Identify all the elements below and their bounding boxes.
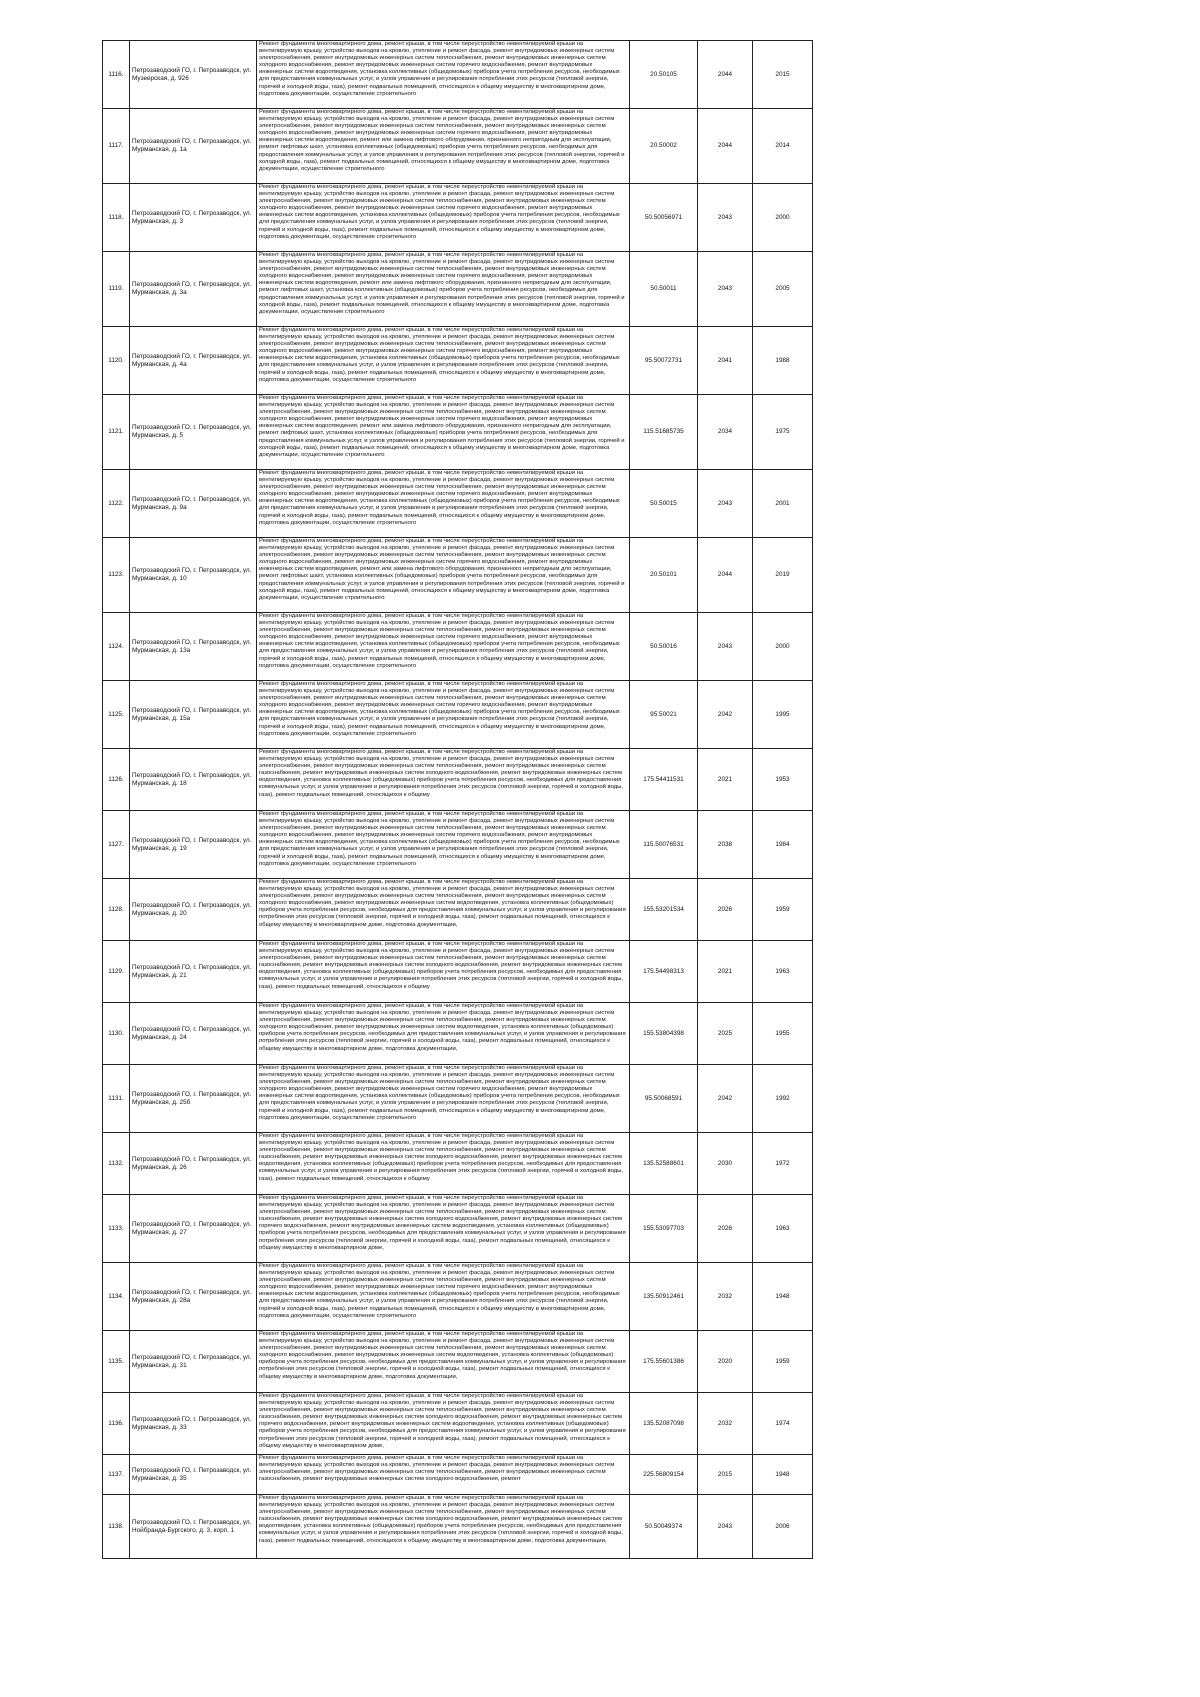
- row-number-cell: 1138.: [103, 1495, 130, 1559]
- row-number-cell: 1118.: [103, 184, 130, 252]
- build-year-cell: 2006: [753, 1495, 813, 1559]
- planned-year-cell: 2042: [698, 681, 753, 749]
- table-row: [103, 941, 813, 1003]
- works-text: Ремонт фундамента многоквартирного дома, ремонт крыши, в том числе переустройство невентилируемой крыши на вентилируемую крышу, устройство выходов на кровлю, утепление и ремонт фасада, ремонт внутридомовых инженерных систем электроснабжения, ремонт внутридомовых инженерных систем теплоснабжения, ремонт внутридомовых инженерных систем газоснабжения, ремонт внутридомовых инженерных систем холодного водоснабжения, ремонт внутридомовых инженерных систем водоотведения, установка коллективных (общедомовых) приборов учета потребления ресурсов, необходимых для предоставления коммунальных услуг, и узлов управления и регулирования потребления этих ресурсов (тепловой энергии, горячей и холодной воды, газа), ремонт подвальных помещений, относящихся к общему имуществу в многоквартирном доме, подготовка документации,: [259, 1495, 624, 1544]
- address-cell: Петрозаводский ГО, г. Петрозаводск, ул. Мурманская, д. 28а: [130, 1263, 257, 1331]
- row-number-cell: 1133.: [103, 1195, 130, 1263]
- table-row: [103, 1195, 813, 1263]
- works-list-cell: [257, 1331, 630, 1393]
- row-number-cell: 1125.: [103, 681, 130, 749]
- address-cell: Петрозаводский ГО, г. Петрозаводск, ул. Мурманская, д. 27: [130, 1195, 257, 1263]
- build-year-cell: 1963: [753, 1195, 813, 1263]
- planned-year-cell: 2043: [698, 613, 753, 681]
- row-number-cell: 1120.: [103, 327, 130, 395]
- works-list-cell: [257, 811, 630, 879]
- cost-cell: 20.50101: [630, 538, 698, 613]
- cost-cell: 155.53804398: [630, 1003, 698, 1065]
- row-number-cell: 1121.: [103, 395, 130, 470]
- address-cell: Петрозаводский ГО, г. Петрозаводск, ул. Мурманская, д. 9а: [130, 470, 257, 538]
- table-row: [103, 1065, 813, 1133]
- cost-cell: 175.54411531: [630, 749, 698, 811]
- works-list-cell: [257, 470, 630, 538]
- row-number-cell: 1129.: [103, 941, 130, 1003]
- table-row: [103, 749, 813, 811]
- address-cell: Петрозаводский ГО, г. Петрозаводск, ул. Мурманская, д. 15а: [130, 681, 257, 749]
- address-cell: Петрозаводский ГО, г. Петрозаводск, ул. Мурманская, д. 35: [130, 1455, 257, 1495]
- planned-year-cell: 2044: [698, 109, 753, 184]
- build-year-cell: 1959: [753, 1331, 813, 1393]
- row-number-cell: 1123.: [103, 538, 130, 613]
- address-cell: Петрозаводский ГО, г. Петрозаводск, ул. Мурманская, д. 21: [130, 941, 257, 1003]
- table-row: [103, 327, 813, 395]
- build-year-cell: 2000: [753, 613, 813, 681]
- address-cell: Петрозаводский ГО, г. Петрозаводск, ул. Мурманская, д. 31: [130, 1331, 257, 1393]
- row-number-cell: 1126.: [103, 749, 130, 811]
- works-list-cell: [257, 1263, 630, 1331]
- planned-year-cell: 2032: [698, 1263, 753, 1331]
- works-text: Ремонт фундамента многоквартирного дома, ремонт крыши, в том числе переустройство невентилируемой крыши на вентилируемую крышу, устройство выходов на кровлю, утепление и ремонт фасада, ремонт внутридомовых инженерных систем электроснабжения, ремонт внутридомовых инженерных систем теплоснабжения, ремонт внутридомовых инженерных систем холодного водоснабжения, ремонт внутридомовых инженерных систем горячего водоснабжения, ремонт внутридомовых инженерных систем водоотведения, установка коллективных (общедомовых) приборов учета потребления ресурсов, необходимых для предоставления коммунальных услуг, и узлов управления и регулирования потребления этих ресурсов (тепловой энергии, горячей и холодной воды, газа), ремонт подвальных помещений, относящихся к общему имуществу в многоквартирном доме, подготовка документации, осуществление строительного: [259, 613, 620, 669]
- cost-cell: 135.52588601: [630, 1133, 698, 1195]
- works-text: Ремонт фундамента многоквартирного дома, ремонт крыши, в том числе переустройство невентилируемой крыши на вентилируемую крышу, устройство выходов на кровлю, утепление и ремонт фасада, ремонт внутридомовых инженерных систем электроснабжения, ремонт внутридомовых инженерных систем теплоснабжения, ремонт внутридомовых инженерных систем холодного водоснабжения, ремонт внутридомовых инженерных систем горячего водоснабжения, ремонт внутридомовых инженерных систем водоотведения, ремонт или замена лифтового оборудования, признанного непригодным для эксплуатации, ремонт лифтовых шахт, установка коллективных (общедомовых) приборов учета потребления ресурсов, необходимых для предоставления коммунальных услуг, и узлов управления и регулирования потребления этих ресурсов (тепловой энергии, горячей и холодной воды, газа), ремонт подвальных помещений, относящихся к общему имуществу в многоквартирном доме, подготовка документации, осуществление строительного: [259, 538, 625, 601]
- works-text: Ремонт фундамента многоквартирного дома, ремонт крыши, в том числе переустройство невентилируемой крыши на вентилируемую крышу, устройство выходов на кровлю, утепление и ремонт фасада, ремонт внутридомовых инженерных систем электроснабжения, ремонт внутридомовых инженерных систем теплоснабжения, ремонт внутридомовых инженерных систем холодного водоснабжения, ремонт внутридомовых инженерных систем горячего водоснабжения, ремонт внутридомовых инженерных систем водоотведения, установка коллективных (общедомовых) приборов учета потребления ресурсов, необходимых для предоставления коммунальных услуг, и узлов управления и регулирования потребления этих ресурсов (тепловой энергии, горячей и холодной воды, газа), ремонт подвальных помещений, относящихся к общему имуществу в многоквартирном доме, подготовка документации, осуществление строительного: [259, 41, 620, 97]
- works-text: Ремонт фундамента многоквартирного дома, ремонт крыши, в том числе переустройство невентилируемой крыши на вентилируемую крышу, устройство выходов на кровлю, утепление и ремонт фасада, ремонт внутридомовых инженерных систем электроснабжения, ремонт внутридомовых инженерных систем теплоснабжения, ремонт внутридомовых инженерных систем холодного водоснабжения, ремонт внутридомовых инженерных систем горячего водоснабжения, ремонт внутридомовых инженерных систем водоотведения, ремонт или замена лифтового оборудования, признанного непригодным для эксплуатации, ремонт лифтовых шахт, установка коллективных (общедомовых) приборов учета потребления ресурсов, необходимых для предоставления коммунальных услуг, и узлов управления и регулирования потребления этих ресурсов (тепловой энергии, горячей и холодной воды, газа), ремонт подвальных помещений, относящихся к общему имуществу в многоквартирном доме, подготовка документации, осуществление строительного: [259, 395, 625, 458]
- table-row: [103, 1133, 813, 1195]
- build-year-cell: 1963: [753, 941, 813, 1003]
- cost-cell: 50.50056971: [630, 184, 698, 252]
- table-row: [103, 1495, 813, 1559]
- build-year-cell: 1948: [753, 1263, 813, 1331]
- works-text: Ремонт фундамента многоквартирного дома, ремонт крыши, в том числе переустройство невентилируемой крыши на вентилируемую крышу, устройство выходов на кровлю, утепление и ремонт фасада, ремонт внутридомовых инженерных систем электроснабжения, ремонт внутридомовых инженерных систем теплоснабжения, ремонт внутридомовых инженерных систем холодного водоснабжения, ремонт внутридомовых инженерных систем водоотведения, установка коллективных (общедомовых) приборов учета потребления ресурсов, необходимых для предоставления коммунальных услуг, и узлов управления и регулирования потребления этих ресурсов (тепловой энергии, горячей и холодной воды, газа), ремонт подвальных помещений, относящихся к общему имуществу в многоквартирном доме, подготовка документации,: [259, 1003, 626, 1052]
- cost-cell: 155.53097703: [630, 1195, 698, 1263]
- planned-year-cell: 2043: [698, 252, 753, 327]
- build-year-cell: 1975: [753, 395, 813, 470]
- row-number-cell: 1132.: [103, 1133, 130, 1195]
- planned-year-cell: 2041: [698, 327, 753, 395]
- planned-year-cell: 2043: [698, 470, 753, 538]
- table-row: [103, 470, 813, 538]
- table-row: [103, 538, 813, 613]
- address-cell: Петрозаводский ГО, г. Петрозаводск, ул. Мурманская, д. 13а: [130, 613, 257, 681]
- address-cell: Петрозаводский ГО, г. Петрозаводск, ул. Мурманская, д. 3: [130, 184, 257, 252]
- row-number-cell: 1116.: [103, 41, 130, 109]
- table-row: [103, 1455, 813, 1495]
- works-text: Ремонт фундамента многоквартирного дома, ремонт крыши, в том числе переустройство невентилируемой крыши на вентилируемую крышу, устройство выходов на кровлю, утепление и ремонт фасада, ремонт внутридомовых инженерных систем электроснабжения, ремонт внутридомовых инженерных систем теплоснабжения, ремонт внутридомовых инженерных систем холодного водоснабжения, ремонт внутридомовых инженерных систем водоотведения, установка коллективных (общедомовых) приборов учета потребления ресурсов, необходимых для предоставления коммунальных услуг, и узлов управления и регулирования потребления этих ресурсов (тепловой энергии, горячей и холодной воды, газа), ремонт подвальных помещений, относящихся к общему имуществу в многоквартирном доме, подготовка документации,: [259, 1331, 626, 1380]
- cost-cell: 95.50072731: [630, 327, 698, 395]
- row-number-cell: 1128.: [103, 879, 130, 941]
- build-year-cell: 1988: [753, 327, 813, 395]
- build-year-cell: 1984: [753, 811, 813, 879]
- works-text: Ремонт фундамента многоквартирного дома, ремонт крыши, в том числе переустройство невентилируемой крыши на вентилируемую крышу, устройство выходов на кровлю, утепление и ремонт фасада, ремонт внутридомовых инженерных систем электроснабжения, ремонт внутридомовых инженерных систем теплоснабжения, ремонт внутридомовых инженерных систем холодного водоснабжения, ремонт внутридомовых инженерных систем горячего водоснабжения, ремонт внутридомовых инженерных систем водоотведения, установка коллективных (общедомовых) приборов учета потребления ресурсов, необходимых для предоставления коммунальных услуг, и узлов управления и регулирования потребления этих ресурсов (тепловой энергии, горячей и холодной воды, газа), ремонт подвальных помещений, относящихся к общему имуществу в многоквартирном доме, подготовка документации, осуществление строительного: [259, 470, 620, 526]
- cost-cell: 50.50015: [630, 470, 698, 538]
- planned-year-cell: 2026: [698, 879, 753, 941]
- works-text: Ремонт фундамента многоквартирного дома, ремонт крыши, в том числе переустройство невентилируемой крыши на вентилируемую крышу, устройство выходов на кровлю, утепление и ремонт фасада, ремонт внутридомовых инженерных систем электроснабжения, ремонт внутридомовых инженерных систем теплоснабжения, ремонт внутридомовых инженерных систем газоснабжения, ремонт внутридомовых инженерных систем холодного водоснабжения, ремонт внутридомовых инженерных систем водоотведения, установка коллективных (общедомовых) приборов учета потребления ресурсов, необходимых для предоставления коммунальных услуг, и узлов управления и регулирования потребления этих ресурсов (тепловой энергии, горячей и холодной воды, газа), ремонт подвальных помещений, относящихся к общему: [259, 749, 624, 798]
- works-list-cell: [257, 184, 630, 252]
- works-list-cell: [257, 1455, 630, 1495]
- works-list-cell: [257, 613, 630, 681]
- planned-year-cell: 2042: [698, 1065, 753, 1133]
- table-row: [103, 252, 813, 327]
- works-list-cell: [257, 538, 630, 613]
- cost-cell: 95.50068591: [630, 1065, 698, 1133]
- table-row: [103, 879, 813, 941]
- row-number-cell: 1119.: [103, 252, 130, 327]
- works-text: Ремонт фундамента многоквартирного дома, ремонт крыши, в том числе переустройство невентилируемой крыши на вентилируемую крышу, устройство выходов на кровлю, утепление и ремонт фасада, ремонт внутридомовых инженерных систем электроснабжения, ремонт внутридомовых инженерных систем теплоснабжения, ремонт внутридомовых инженерных систем газоснабжения, ремонт внутридомовых инженерных систем холодного водоснабжения, ремонт внутридомовых инженерных систем горячего водоснабжения, ремонт внутридомовых инженерных систем водоотведения, установка коллективных (общедомовых) приборов учета потребления ресурсов, необходимых для предоставления коммунальных услуг, и узлов управления и регулирования потребления этих ресурсов (тепловой энергии, горячей и холодной воды, газа), ремонт подвальных помещений, относящихся к общему имуществу в многоквартирном доме,: [259, 1195, 626, 1251]
- cost-cell: 50.50049374: [630, 1495, 698, 1559]
- planned-year-cell: 2032: [698, 1393, 753, 1455]
- row-number-cell: 1135.: [103, 1331, 130, 1393]
- planned-year-cell: 2043: [698, 1495, 753, 1559]
- build-year-cell: 1955: [753, 1003, 813, 1065]
- build-year-cell: 1995: [753, 681, 813, 749]
- table-row: [103, 681, 813, 749]
- works-list-cell: [257, 1003, 630, 1065]
- row-number-cell: 1124.: [103, 613, 130, 681]
- build-year-cell: 1959: [753, 879, 813, 941]
- row-number-cell: 1137.: [103, 1455, 130, 1495]
- planned-year-cell: 2044: [698, 538, 753, 613]
- works-text: Ремонт фундамента многоквартирного дома, ремонт крыши, в том числе переустройство невентилируемой крыши на вентилируемую крышу, устройство выходов на кровлю, утепление и ремонт фасада, ремонт внутридомовых инженерных систем электроснабжения, ремонт внутридомовых инженерных систем теплоснабжения, ремонт внутридомовых инженерных систем газоснабжения, ремонт внутридомовых инженерных систем холодного водоснабжения, ремонт: [259, 1455, 615, 1483]
- build-year-cell: 1974: [753, 1393, 813, 1455]
- table-row: [103, 109, 813, 184]
- works-text: Ремонт фундамента многоквартирного дома, ремонт крыши, в том числе переустройство невентилируемой крыши на вентилируемую крышу, устройство выходов на кровлю, утепление и ремонт фасада, ремонт внутридомовых инженерных систем электроснабжения, ремонт внутридомовых инженерных систем теплоснабжения, ремонт внутридомовых инженерных систем газоснабжения, ремонт внутридомовых инженерных систем холодного водоснабжения, ремонт внутридомовых инженерных систем водоотведения, установка коллективных (общедомовых) приборов учета потребления ресурсов, необходимых для предоставления коммунальных услуг, и узлов управления и регулирования потребления этих ресурсов (тепловой энергии, горячей и холодной воды, газа), ремонт подвальных помещений, относящихся к общему: [259, 1133, 624, 1182]
- cost-cell: 20.50002: [630, 109, 698, 184]
- build-year-cell: 2014: [753, 109, 813, 184]
- works-list-cell: [257, 252, 630, 327]
- works-text: Ремонт фундамента многоквартирного дома, ремонт крыши, в том числе переустройство невентилируемой крыши на вентилируемую крышу, устройство выходов на кровлю, утепление и ремонт фасада, ремонт внутридомовых инженерных систем электроснабжения, ремонт внутридомовых инженерных систем теплоснабжения, ремонт внутридомовых инженерных систем холодного водоснабжения, ремонт внутридомовых инженерных систем горячего водоснабжения, ремонт внутридомовых инженерных систем водоотведения, установка коллективных (общедомовых) приборов учета потребления ресурсов, необходимых для предоставления коммунальных услуг, и узлов управления и регулирования потребления этих ресурсов (тепловой энергии, горячей и холодной воды, газа), ремонт подвальных помещений, относящихся к общему имуществу в многоквартирном доме, подготовка документации, осуществление строительного: [259, 681, 620, 737]
- address-cell: Петрозаводский ГО, г. Петрозаводск, ул. Мурманская, д. 25б: [130, 1065, 257, 1133]
- cost-cell: 135.52087098: [630, 1393, 698, 1455]
- planned-year-cell: 2043: [698, 184, 753, 252]
- works-text: Ремонт фундамента многоквартирного дома, ремонт крыши, в том числе переустройство невентилируемой крыши на вентилируемую крышу, устройство выходов на кровлю, утепление и ремонт фасада, ремонт внутридомовых инженерных систем электроснабжения, ремонт внутридомовых инженерных систем теплоснабжения, ремонт внутридомовых инженерных систем холодного водоснабжения, ремонт внутридомовых инженерных систем горячего водоснабжения, ремонт внутридомовых инженерных систем водоотведения, установка коллективных (общедомовых) приборов учета потребления ресурсов, необходимых для предоставления коммунальных услуг, и узлов управления и регулирования потребления этих ресурсов (тепловой энергии, горячей и холодной воды, газа), ремонт подвальных помещений, относящихся к общему имуществу в многоквартирном доме, подготовка документации, осуществление строительного: [259, 1065, 620, 1121]
- planned-year-cell: 2044: [698, 41, 753, 109]
- works-list-cell: [257, 1195, 630, 1263]
- build-year-cell: 2000: [753, 184, 813, 252]
- build-year-cell: 2001: [753, 470, 813, 538]
- table-row: [103, 1393, 813, 1455]
- build-year-cell: 2015: [753, 41, 813, 109]
- address-cell: Петрозаводский ГО, г. Петрозаводск, ул. Мурманская, д. 1а: [130, 109, 257, 184]
- cost-cell: 115.51685735: [630, 395, 698, 470]
- works-text: Ремонт фундамента многоквартирного дома, ремонт крыши, в том числе переустройство невентилируемой крыши на вентилируемую крышу, устройство выходов на кровлю, утепление и ремонт фасада, ремонт внутридомовых инженерных систем электроснабжения, ремонт внутридомовых инженерных систем теплоснабжения, ремонт внутридомовых инженерных систем холодного водоснабжения, ремонт внутридомовых инженерных систем горячего водоснабжения, ремонт внутридомовых инженерных систем водоотведения, установка коллективных (общедомовых) приборов учета потребления ресурсов, необходимых для предоставления коммунальных услуг, и узлов управления и регулирования потребления этих ресурсов (тепловой энергии, горячей и холодной воды, газа), ремонт подвальных помещений, относящихся к общему имуществу в многоквартирном доме, подготовка документации, осуществление строительного: [259, 811, 620, 867]
- address-cell: Петрозаводский ГО, г. Петрозаводск, ул. Нойбранда-Бургского, д. 3, корп. 1: [130, 1495, 257, 1559]
- cost-cell: 225.56809154: [630, 1455, 698, 1495]
- table-row: [103, 395, 813, 470]
- table-row: [103, 613, 813, 681]
- build-year-cell: 1948: [753, 1455, 813, 1495]
- row-number-cell: 1134.: [103, 1263, 130, 1331]
- row-number-cell: 1130.: [103, 1003, 130, 1065]
- row-number-cell: 1127.: [103, 811, 130, 879]
- cost-cell: 155.53201534: [630, 879, 698, 941]
- build-year-cell: 1953: [753, 749, 813, 811]
- row-number-cell: 1131.: [103, 1065, 130, 1133]
- works-list-cell: [257, 941, 630, 1003]
- capital-repair-table: [102, 40, 813, 1559]
- address-cell: Петрозаводский ГО, г. Петрозаводск, ул. Мурманская, д. 10: [130, 538, 257, 613]
- table-row: [103, 184, 813, 252]
- works-text: Ремонт фундамента многоквартирного дома, ремонт крыши, в том числе переустройство невентилируемой крыши на вентилируемую крышу, устройство выходов на кровлю, утепление и ремонт фасада, ремонт внутридомовых инженерных систем электроснабжения, ремонт внутридомовых инженерных систем теплоснабжения, ремонт внутридомовых инженерных систем газоснабжения, ремонт внутридомовых инженерных систем холодного водоснабжения, ремонт внутридомовых инженерных систем водоотведения, установка коллективных (общедомовых) приборов учета потребления ресурсов, необходимых для предоставления коммунальных услуг, и узлов управления и регулирования потребления этих ресурсов (тепловой энергии, горячей и холодной воды, газа), ремонт подвальных помещений, относящихся к общему: [259, 941, 624, 990]
- planned-year-cell: 2038: [698, 811, 753, 879]
- address-cell: Петрозаводский ГО, г. Петрозаводск, ул. Мурманская, д. 5: [130, 395, 257, 470]
- build-year-cell: 1972: [753, 1133, 813, 1195]
- works-text: Ремонт фундамента многоквартирного дома, ремонт крыши, в том числе переустройство невентилируемой крыши на вентилируемую крышу, устройство выходов на кровлю, утепление и ремонт фасада, ремонт внутридомовых инженерных систем электроснабжения, ремонт внутридомовых инженерных систем теплоснабжения, ремонт внутридомовых инженерных систем холодного водоснабжения, ремонт внутридомовых инженерных систем горячего водоснабжения, ремонт внутридомовых инженерных систем водоотведения, ремонт или замена лифтового оборудования, признанного непригодным для эксплуатации, ремонт лифтовых шахт, установка коллективных (общедомовых) приборов учета потребления ресурсов, необходимых для предоставления коммунальных услуг, и узлов управления и регулирования потребления этих ресурсов (тепловой энергии, горячей и холодной воды, газа), ремонт подвальных помещений, относящихся к общему имуществу в многоквартирном доме, подготовка документации, осуществление строительного: [259, 109, 625, 172]
- works-list-cell: [257, 879, 630, 941]
- works-list-cell: [257, 109, 630, 184]
- works-list-cell: [257, 1065, 630, 1133]
- planned-year-cell: 2030: [698, 1133, 753, 1195]
- address-cell: Петрозаводский ГО, г. Петрозаводск, ул. Мурманская, д. 24: [130, 1003, 257, 1065]
- row-number-cell: 1136.: [103, 1393, 130, 1455]
- table-row: [103, 41, 813, 109]
- address-cell: Петрозаводский ГО, г. Петрозаводск, ул. Мурманская, д. 20: [130, 879, 257, 941]
- works-text: Ремонт фундамента многоквартирного дома, ремонт крыши, в том числе переустройство невентилируемой крыши на вентилируемую крышу, устройство выходов на кровлю, утепление и ремонт фасада, ремонт внутридомовых инженерных систем электроснабжения, ремонт внутридомовых инженерных систем теплоснабжения, ремонт внутридомовых инженерных систем холодного водоснабжения, ремонт внутридомовых инженерных систем горячего водоснабжения, ремонт внутридомовых инженерных систем водоотведения, установка коллективных (общедомовых) приборов учета потребления ресурсов, необходимых для предоставления коммунальных услуг, и узлов управления и регулирования потребления этих ресурсов (тепловой энергии, горячей и холодной воды, газа), ремонт подвальных помещений, относящихся к общему имуществу в многоквартирном доме, подготовка документации, осуществление строительного: [259, 1263, 620, 1319]
- table-row: [103, 1263, 813, 1331]
- cost-cell: 20.50105: [630, 41, 698, 109]
- row-number-cell: 1122.: [103, 470, 130, 538]
- build-year-cell: 2019: [753, 538, 813, 613]
- address-cell: Петрозаводский ГО, г. Петрозаводск, ул. Мурманская, д. 4а: [130, 327, 257, 395]
- works-text: Ремонт фундамента многоквартирного дома, ремонт крыши, в том числе переустройство невентилируемой крыши на вентилируемую крышу, устройство выходов на кровлю, утепление и ремонт фасада, ремонт внутридомовых инженерных систем электроснабжения, ремонт внутридомовых инженерных систем теплоснабжения, ремонт внутридомовых инженерных систем холодного водоснабжения, ремонт внутридомовых инженерных систем водоотведения, установка коллективных (общедомовых) приборов учета потребления ресурсов, необходимых для предоставления коммунальных услуг, и узлов управления и регулирования потребления этих ресурсов (тепловой энергии, горячей и холодной воды, газа), ремонт подвальных помещений, относящихся к общему имуществу в многоквартирном доме, подготовка документации,: [259, 879, 626, 928]
- works-list-cell: [257, 1495, 630, 1559]
- works-list-cell: [257, 395, 630, 470]
- table-row: [103, 811, 813, 879]
- planned-year-cell: 2021: [698, 749, 753, 811]
- build-year-cell: 2005: [753, 252, 813, 327]
- planned-year-cell: 2020: [698, 1331, 753, 1393]
- planned-year-cell: 2015: [698, 1455, 753, 1495]
- table-row: [103, 1331, 813, 1393]
- works-text: Ремонт фундамента многоквартирного дома, ремонт крыши, в том числе переустройство невентилируемой крыши на вентилируемую крышу, устройство выходов на кровлю, утепление и ремонт фасада, ремонт внутридомовых инженерных систем электроснабжения, ремонт внутридомовых инженерных систем теплоснабжения, ремонт внутридомовых инженерных систем холодного водоснабжения, ремонт внутридомовых инженерных систем горячего водоснабжения, ремонт внутридомовых инженерных систем водоотведения, ремонт или замена лифтового оборудования, признанного непригодным для эксплуатации, ремонт лифтовых шахт, установка коллективных (общедомовых) приборов учета потребления ресурсов, необходимых для предоставления коммунальных услуг, и узлов управления и регулирования потребления этих ресурсов (тепловой энергии, горячей и холодной воды, газа), ремонт подвальных помещений, относящихся к общему имуществу в многоквартирном доме, подготовка документации, осуществление строительного: [259, 252, 625, 315]
- works-list-cell: [257, 681, 630, 749]
- planned-year-cell: 2034: [698, 395, 753, 470]
- works-list-cell: [257, 1133, 630, 1195]
- cost-cell: 50.50011: [630, 252, 698, 327]
- build-year-cell: 1992: [753, 1065, 813, 1133]
- address-cell: Петрозаводский ГО, г. Петрозаводск, ул. Мурманская, д. 18: [130, 749, 257, 811]
- works-text: Ремонт фундамента многоквартирного дома, ремонт крыши, в том числе переустройство невентилируемой крыши на вентилируемую крышу, устройство выходов на кровлю, утепление и ремонт фасада, ремонт внутридомовых инженерных систем электроснабжения, ремонт внутридомовых инженерных систем теплоснабжения, ремонт внутридомовых инженерных систем холодного водоснабжения, ремонт внутридомовых инженерных систем горячего водоснабжения, ремонт внутридомовых инженерных систем водоотведения, установка коллективных (общедомовых) приборов учета потребления ресурсов, необходимых для предоставления коммунальных услуг, и узлов управления и регулирования потребления этих ресурсов (тепловой энергии, горячей и холодной воды, газа), ремонт подвальных помещений, относящихся к общему имуществу в многоквартирном доме, подготовка документации, осуществление строительного: [259, 184, 620, 240]
- table-row: [103, 1003, 813, 1065]
- cost-cell: 95.50021: [630, 681, 698, 749]
- cost-cell: 50.50016: [630, 613, 698, 681]
- address-cell: Петрозаводский ГО, г. Петрозаводск, ул. Музеерская, д. 926: [130, 41, 257, 109]
- works-list-cell: [257, 41, 630, 109]
- cost-cell: 175.55601386: [630, 1331, 698, 1393]
- table-body: [103, 41, 813, 1559]
- address-cell: Петрозаводский ГО, г. Петрозаводск, ул. Мурманская, д. 33: [130, 1393, 257, 1455]
- cost-cell: 115.50076531: [630, 811, 698, 879]
- works-list-cell: [257, 1393, 630, 1455]
- address-cell: Петрозаводский ГО, г. Петрозаводск, ул. Мурманская, д. 3а: [130, 252, 257, 327]
- works-list-cell: [257, 749, 630, 811]
- row-number-cell: 1117.: [103, 109, 130, 184]
- works-text: Ремонт фундамента многоквартирного дома, ремонт крыши, в том числе переустройство невентилируемой крыши на вентилируемую крышу, устройство выходов на кровлю, утепление и ремонт фасада, ремонт внутридомовых инженерных систем электроснабжения, ремонт внутридомовых инженерных систем теплоснабжения, ремонт внутридомовых инженерных систем холодного водоснабжения, ремонт внутридомовых инженерных систем горячего водоснабжения, ремонт внутридомовых инженерных систем водоотведения, установка коллективных (общедомовых) приборов учета потребления ресурсов, необходимых для предоставления коммунальных услуг, и узлов управления и регулирования потребления этих ресурсов (тепловой энергии, горячей и холодной воды, газа), ремонт подвальных помещений, относящихся к общему имуществу в многоквартирном доме, подготовка документации, осуществление строительного: [259, 327, 620, 383]
- works-list-cell: [257, 327, 630, 395]
- address-cell: Петрозаводский ГО, г. Петрозаводск, ул. Мурманская, д. 26: [130, 1133, 257, 1195]
- planned-year-cell: 2025: [698, 1003, 753, 1065]
- cost-cell: 175.54498313: [630, 941, 698, 1003]
- planned-year-cell: 2026: [698, 1195, 753, 1263]
- cost-cell: 135.50912461: [630, 1263, 698, 1331]
- planned-year-cell: 2021: [698, 941, 753, 1003]
- address-cell: Петрозаводский ГО, г. Петрозаводск, ул. Мурманская, д. 19: [130, 811, 257, 879]
- works-text: Ремонт фундамента многоквартирного дома, ремонт крыши, в том числе переустройство невентилируемой крыши на вентилируемую крышу, устройство выходов на кровлю, утепление и ремонт фасада, ремонт внутридомовых инженерных систем электроснабжения, ремонт внутридомовых инженерных систем теплоснабжения, ремонт внутридомовых инженерных систем газоснабжения, ремонт внутридомовых инженерных систем холодного водоснабжения, ремонт внутридомовых инженерных систем горячего водоснабжения, ремонт внутридомовых инженерных систем водоотведения, установка коллективных (общедомовых) приборов учета потребления ресурсов, необходимых для предоставления коммунальных услуг, и узлов управления и регулирования потребления этих ресурсов (тепловой энергии, горячей и холодной воды, газа), ремонт подвальных помещений, относящихся к общему имуществу в многоквартирном доме,: [259, 1393, 626, 1449]
